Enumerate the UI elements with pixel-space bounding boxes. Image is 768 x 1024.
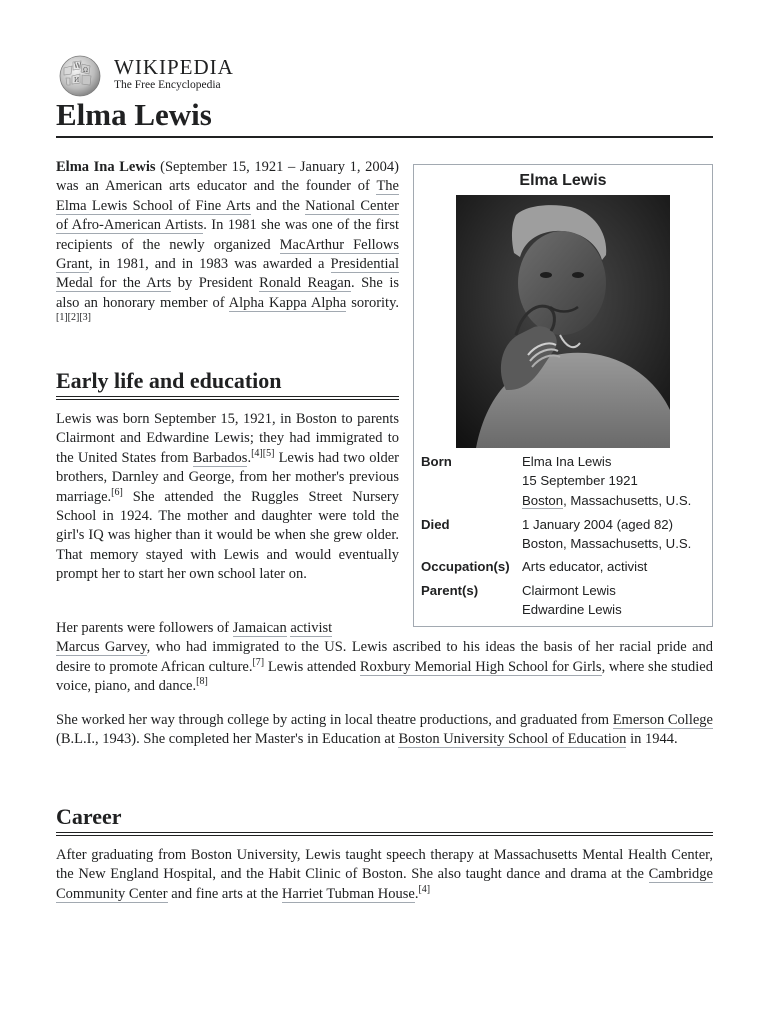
link-ncaaa[interactable]: National Center of Afro-American Artists [56, 197, 399, 234]
infobox [413, 164, 713, 627]
page-title: Elma Lewis [56, 97, 212, 132]
citation-ref[interactable]: [4][5] [251, 447, 275, 459]
infobox-value-parents: Clairmont Lewis Edwardine Lewis [522, 583, 622, 618]
infobox-value-born: Elma Ina Lewis 15 September 1921 Boston, Massachusetts, U.S. [522, 454, 692, 508]
citation-ref[interactable]: [7] [252, 656, 265, 668]
link-barbados[interactable]: Barbados [192, 449, 248, 466]
infobox-value-died: 1 January 2004 (aged 82) Boston, Massachusetts, U.S. [522, 517, 692, 552]
wikipedia-wordmark: WIKIPEDIA [114, 55, 234, 79]
section-heading-early-life: Early life and education [56, 368, 282, 393]
link-ronald-reagan[interactable]: Ronald Reagan [259, 275, 351, 292]
link-cambridge-community-center[interactable]: Cambridge Community Center [56, 866, 713, 902]
link-harriet-tubman-house[interactable]: Harriet Tubman House [281, 885, 415, 902]
citation-ref[interactable]: [1][2][3] [56, 312, 91, 324]
portrait-image [456, 195, 670, 448]
link-roxbury-memorial[interactable]: Roxbury Memorial High School for Girls [359, 658, 602, 675]
link-macarthur-fellows[interactable]: MacArthur Fellows Grant [56, 236, 400, 273]
link-alpha-kappa-alpha[interactable]: Alpha Kappa Alpha [228, 294, 347, 311]
link-jamaican[interactable]: Jamaican [232, 620, 287, 636]
svg-text:W: W [74, 62, 82, 70]
link-emerson-college[interactable]: Emerson College [612, 712, 713, 728]
link-boston[interactable]: Boston [522, 492, 564, 508]
early-life-paragraph-1: Lewis was born September 15, 1921, in Boston to parents Clairmont and Edwardine Lewis; they had immigrated to the United States from Barbados.[4][5] Lewis had two older brothers, Darnley and George, from her mother's previous marriage.[6] She attended the Ruggles Street Nursery School in 1924. The mother and daughter were told the girl's IQ was higher than it would be when she grew older. That memory stayed with Lewis and would eventually prompt her to start her own school later on. [56, 411, 399, 583]
infobox-label-occupation: Occupation(s) [421, 559, 510, 574]
wikipedia-globe-icon [56, 54, 104, 98]
link-marcus-garvey[interactable]: Marcus Garvey [56, 639, 147, 656]
link-elma-lewis-school[interactable]: The Elma Lewis School of Fine Arts [56, 178, 399, 214]
intro-paragraph: Elma Ina Lewis (September 15, 1921 – January 1, 2004) was an American arts educator and the founder of The Elma Lewis School of Fine Arts and the National Center of Afro-American Artists. In 1981 she was one of the first recipients of the newly organized MacArthur Fellows Grant, in 1981, and in 1983 was awarded a Presidential Medal for the Arts by President Ronald Reagan. She is also an honorary member of Alpha Kappa Alpha sorority.[1][2][3] [56, 159, 400, 324]
link-activist[interactable]: activist [290, 620, 333, 636]
portrait-photo[interactable] [456, 195, 670, 448]
section-divider [56, 396, 399, 400]
citation-ref[interactable]: [8] [196, 676, 208, 688]
section-divider [56, 832, 713, 836]
wikipedia-logo[interactable] [56, 54, 276, 98]
early-life-paragraph-3: She worked her way through college by acting in local theatre productions, and graduated from Emerson College (B.L.I., 1943). She completed her Master's in Education at Boston University School of Education in 1944. [56, 712, 713, 748]
link-presidential-medal[interactable]: Presidential Medal for the Arts [56, 256, 399, 292]
early-life-paragraph-2: Her parents were followers of Jamaican activist Marcus Garvey, who had immigrated to the US. Lewis ascribed to his ideas the basis of her racial pride and desire to promote African culture.[7] Lewis attended Roxbury Memorial High School for Girls, where she studied voice, piano, and dance.[8] [56, 620, 714, 695]
title-divider [56, 136, 713, 138]
infobox-label-died: Died [421, 517, 450, 532]
section-heading-career: Career [56, 804, 122, 829]
infobox-label-parents: Parent(s) [421, 583, 479, 598]
svg-text:И: И [74, 77, 80, 84]
wikipedia-tagline: The Free Encyclopedia [114, 79, 221, 91]
citation-ref[interactable]: [6] [111, 486, 123, 498]
career-paragraph-1: After graduating from Boston University, Lewis taught speech therapy at Massachusetts Mental Health Center, the New England Hospital, and the Habit Clinic of Boston. She also taught dance and drama at the Cambridge Community Center and fine arts at the Harriet Tubman House.[4] [56, 847, 713, 902]
citation-ref[interactable]: [4] [418, 883, 431, 895]
infobox-label-born: Born [421, 454, 452, 469]
link-bu-school-of-education[interactable]: Boston University School of Education [398, 731, 627, 748]
subject-name: Elma Ina Lewis [56, 159, 156, 175]
infobox-caption: Elma Lewis [519, 172, 607, 189]
svg-text:Ω: Ω [83, 67, 88, 74]
infobox-value-occupation: Arts educator, activist [522, 559, 648, 574]
